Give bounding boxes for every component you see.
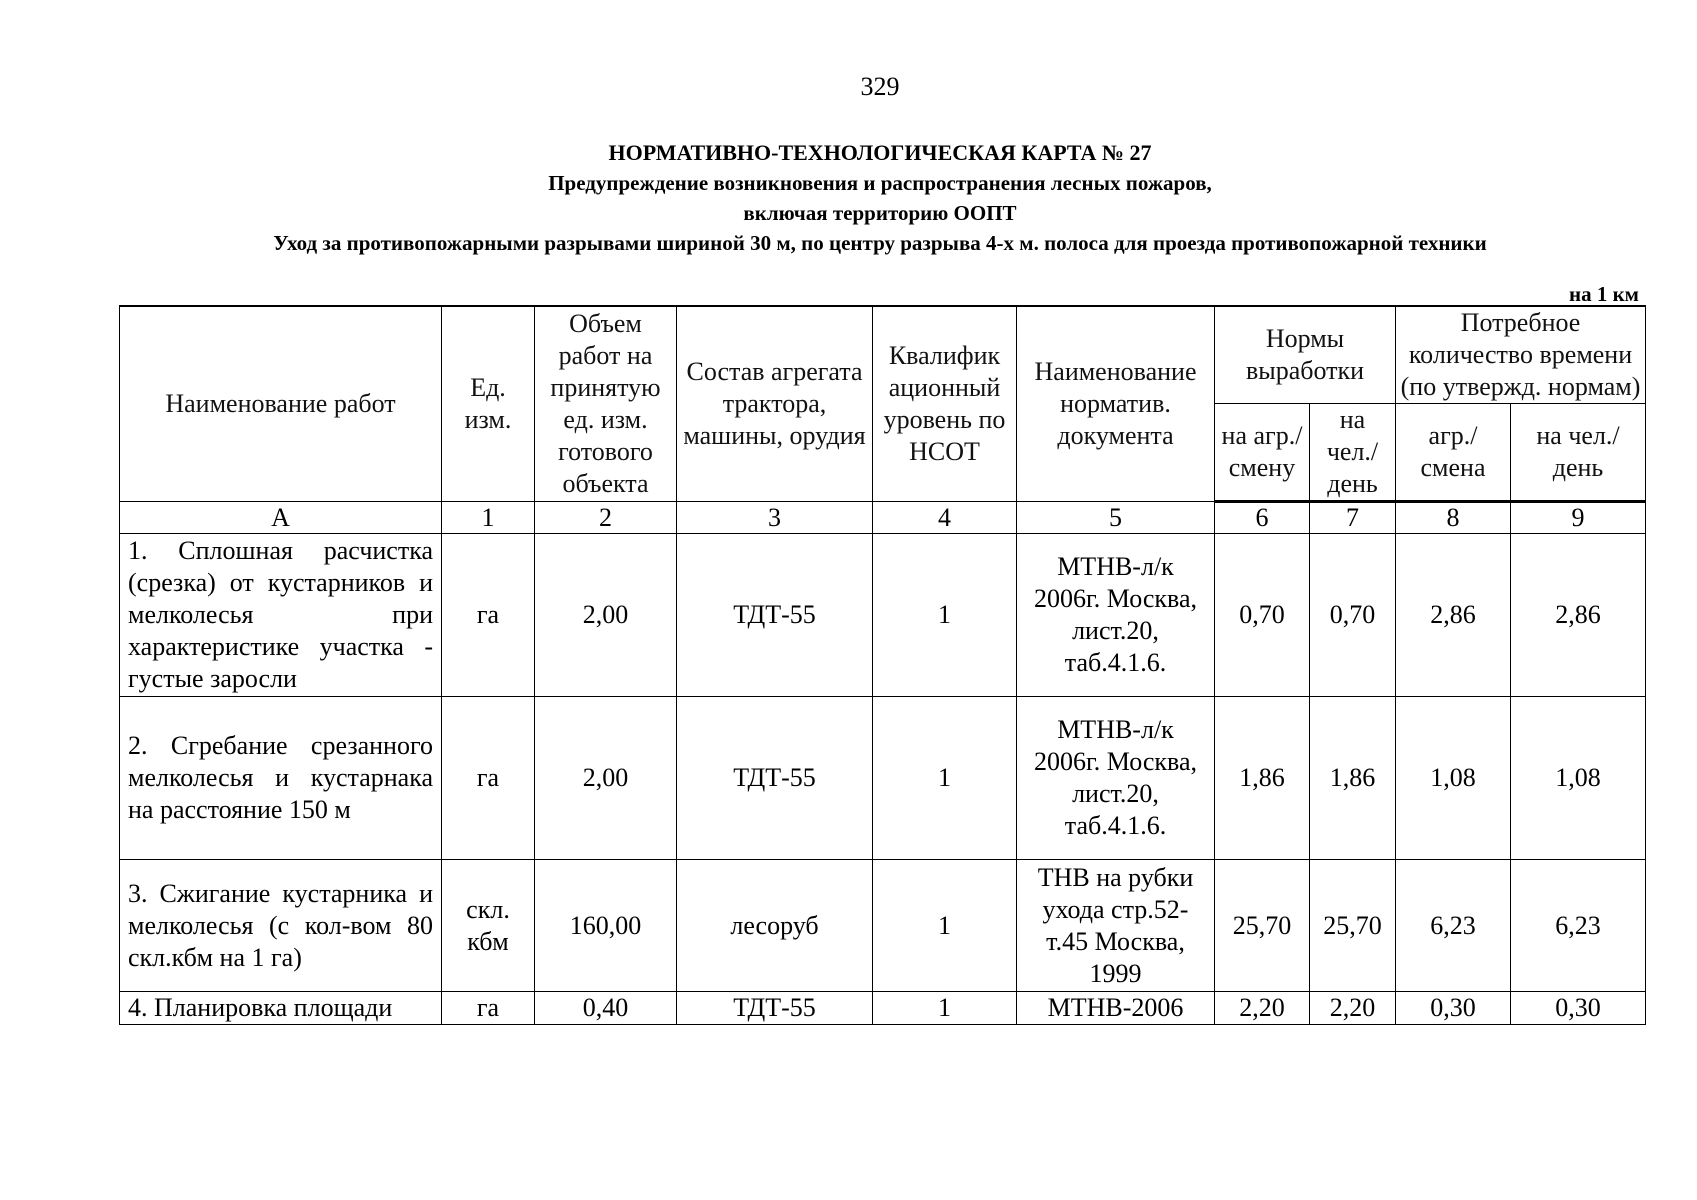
- row-qualification: 1: [873, 860, 1017, 992]
- column-number-row: [120, 502, 1646, 534]
- row-document: МТНВ-л/к 2006г. Москва, лист.20, таб.4.1.6.: [1017, 697, 1215, 860]
- row-work-name: 2. Сгребание срезанного мелколесья и кустарнака на расстояние 150 м: [120, 697, 442, 860]
- row-time-agr: 0,30: [1396, 992, 1511, 1025]
- row-time-person: 2,86: [1511, 534, 1646, 697]
- header-time-agr: агр./ смена: [1396, 404, 1511, 502]
- column-number: 4: [873, 502, 1017, 534]
- document-titles: [0, 138, 1697, 258]
- header-unit: Ед. изм.: [442, 306, 535, 502]
- table-row: [120, 534, 1646, 697]
- table-row: [120, 697, 1646, 860]
- column-number: А: [120, 502, 442, 534]
- row-aggregate: ТДТ-55: [677, 992, 873, 1025]
- header-norms: Нормы выработки: [1215, 306, 1396, 404]
- column-number: 5: [1017, 502, 1215, 534]
- row-work-name: 3. Сжигание кустарника и мелколесья (с кол-вом 80 скл.кбм на 1 га): [120, 860, 442, 992]
- header-time: Потребное количество времени (по утвержд. нормам): [1396, 306, 1646, 404]
- row-work-name: 4. Планировка площади: [120, 992, 442, 1025]
- row-norm-person: 25,70: [1310, 860, 1396, 992]
- row-work-name: 1. Сплошная расчистка (срезка) от кустарников и мелколесья при характеристике участка - густые заросли: [120, 534, 442, 697]
- row-norm-person: 0,70: [1310, 534, 1396, 697]
- row-volume: 160,00: [535, 860, 677, 992]
- header-aggregate: Состав агрегата трактора, машины, орудия: [677, 306, 873, 502]
- row-norm-agr: 1,86: [1215, 697, 1310, 860]
- row-time-agr: 6,23: [1396, 860, 1511, 992]
- row-norm-person: 2,20: [1310, 992, 1396, 1025]
- header-volume: Объем работ на принятую ед. изм. готового объекта: [535, 306, 677, 502]
- row-norm-agr: 0,70: [1215, 534, 1310, 697]
- row-aggregate: ТДТ-55: [677, 534, 873, 697]
- row-aggregate: лесоруб: [677, 860, 873, 992]
- row-document: ТНВ на рубки ухода стр.52- т.45 Москва, 1999: [1017, 860, 1215, 992]
- header-norms-agr: на агр./ смену: [1215, 404, 1310, 502]
- header-work-name: Наименование работ: [120, 306, 442, 502]
- row-time-person: 0,30: [1511, 992, 1646, 1025]
- row-norm-agr: 25,70: [1215, 860, 1310, 992]
- header-time-person: на чел./ день: [1511, 404, 1646, 502]
- row-aggregate: ТДТ-55: [677, 697, 873, 860]
- row-qualification: 1: [873, 992, 1017, 1025]
- card-subtitle-2: включая территорию ООПТ: [743, 201, 1017, 225]
- page-number: 329: [860, 72, 900, 101]
- column-number: 8: [1396, 502, 1511, 534]
- row-volume: 0,40: [535, 992, 677, 1025]
- column-number: 9: [1511, 502, 1646, 534]
- row-time-person: 1,08: [1511, 697, 1646, 860]
- row-qualification: 1: [873, 534, 1017, 697]
- column-number: 1: [442, 502, 535, 534]
- row-volume: 2,00: [535, 697, 677, 860]
- table-row: [120, 860, 1646, 992]
- row-document: МТНВ-2006: [1017, 992, 1215, 1025]
- row-unit: скл. кбм: [442, 860, 535, 992]
- header-norms-person: на чел./ день: [1310, 404, 1396, 502]
- row-time-agr: 1,08: [1396, 697, 1511, 860]
- header-qualification: Квалифик ационный уровень по НСОТ: [873, 306, 1017, 502]
- column-number: 6: [1215, 502, 1310, 534]
- row-norm-person: 1,86: [1310, 697, 1396, 860]
- table-row: [120, 992, 1646, 1025]
- row-volume: 2,00: [535, 534, 677, 697]
- column-number: 2: [535, 502, 677, 534]
- row-norm-agr: 2,20: [1215, 992, 1310, 1025]
- row-unit: га: [442, 992, 535, 1025]
- column-number: 7: [1310, 502, 1396, 534]
- column-number: 3: [677, 502, 873, 534]
- row-time-person: 6,23: [1511, 860, 1646, 992]
- norms-table: [119, 305, 1646, 1025]
- card-subtitle-1: Предупреждение возникновения и распространения лесных пожаров,: [548, 171, 1212, 195]
- row-qualification: 1: [873, 697, 1017, 860]
- unit-note: на 1 км: [1568, 282, 1639, 306]
- row-unit: га: [442, 534, 535, 697]
- row-time-agr: 2,86: [1396, 534, 1511, 697]
- header-document: Наименование норматив. документа: [1017, 306, 1215, 502]
- card-subtitle-3: Уход за противопожарными разрывами шириной 30 м, по центру разрыва 4-х м. полоса для проезда противопожарной техники: [273, 231, 1487, 255]
- card-title: НОРМАТИВНО-ТЕХНОЛОГИЧЕСКАЯ КАРТА № 27: [608, 140, 1152, 165]
- row-document: МТНВ-л/к 2006г. Москва, лист.20, таб.4.1.6.: [1017, 534, 1215, 697]
- row-unit: га: [442, 697, 535, 860]
